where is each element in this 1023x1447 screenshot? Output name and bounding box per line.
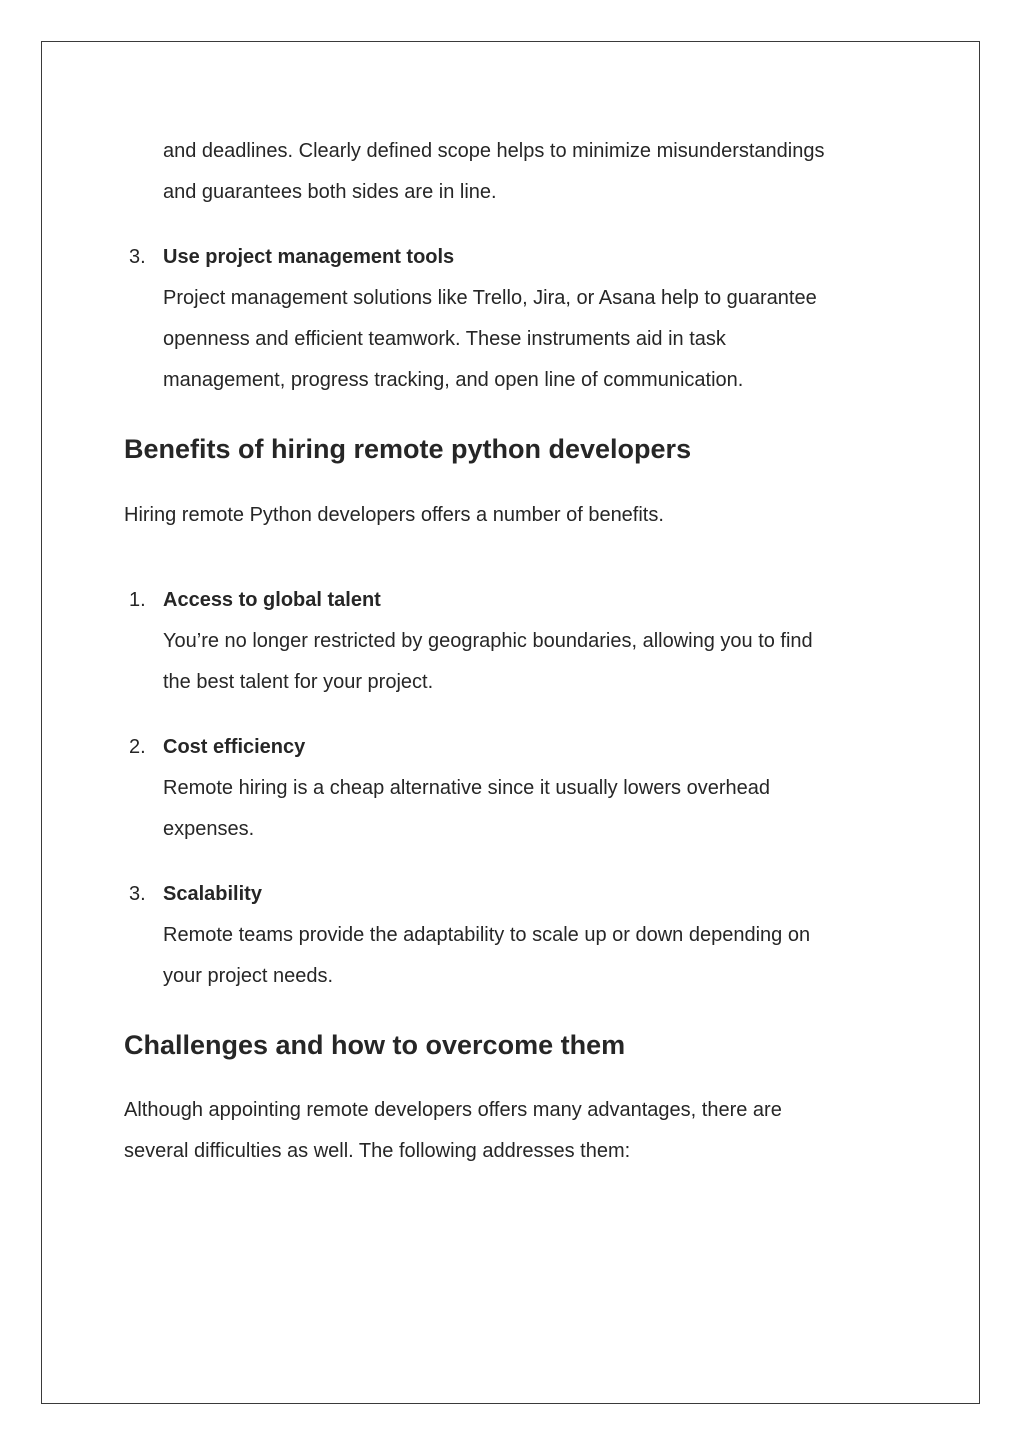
list-number: 2. xyxy=(129,736,146,758)
list-number: 1. xyxy=(129,589,146,611)
list-item-text: the best talent for your project. xyxy=(163,671,434,693)
paragraph-line: and guarantees both sides are in line. xyxy=(163,181,497,203)
list-number: 3. xyxy=(129,883,146,905)
list-item-text: You’re no longer restricted by geographic boundaries, allowing you to find xyxy=(163,630,813,652)
list-item-title: Cost efficiency xyxy=(163,736,306,758)
list-item-title: Access to global talent xyxy=(163,589,381,611)
list-item-text: expenses. xyxy=(163,818,255,840)
paragraph-line: several difficulties as well. The following addresses them: xyxy=(124,1140,631,1162)
list-number: 3. xyxy=(129,246,146,268)
section-intro: Hiring remote Python developers offers a number of benefits. xyxy=(124,504,664,526)
paragraph-line: Although appointing remote developers offers many advantages, there are xyxy=(124,1099,782,1121)
list-item-title: Use project management tools xyxy=(163,246,455,268)
list-item-text: management, progress tracking, and open line of communication. xyxy=(163,369,744,391)
list-item-text: your project needs. xyxy=(163,965,334,987)
list-item-text: Project management solutions like Trello, Jira, or Asana help to guarantee xyxy=(163,287,817,309)
list-item-text: Remote teams provide the adaptability to scale up or down depending on xyxy=(163,924,811,946)
list-item-title: Scalability xyxy=(163,883,262,905)
paragraph-line: and deadlines. Clearly defined scope helps to minimize misunderstandings xyxy=(163,140,825,162)
list-item-text: Remote hiring is a cheap alternative since it usually lowers overhead xyxy=(163,777,770,799)
section-heading-benefits: Benefits of hiring remote python developers xyxy=(124,434,692,464)
section-heading-challenges: Challenges and how to overcome them xyxy=(124,1030,626,1060)
list-item-text: openness and efficient teamwork. These instruments aid in task xyxy=(163,328,726,350)
